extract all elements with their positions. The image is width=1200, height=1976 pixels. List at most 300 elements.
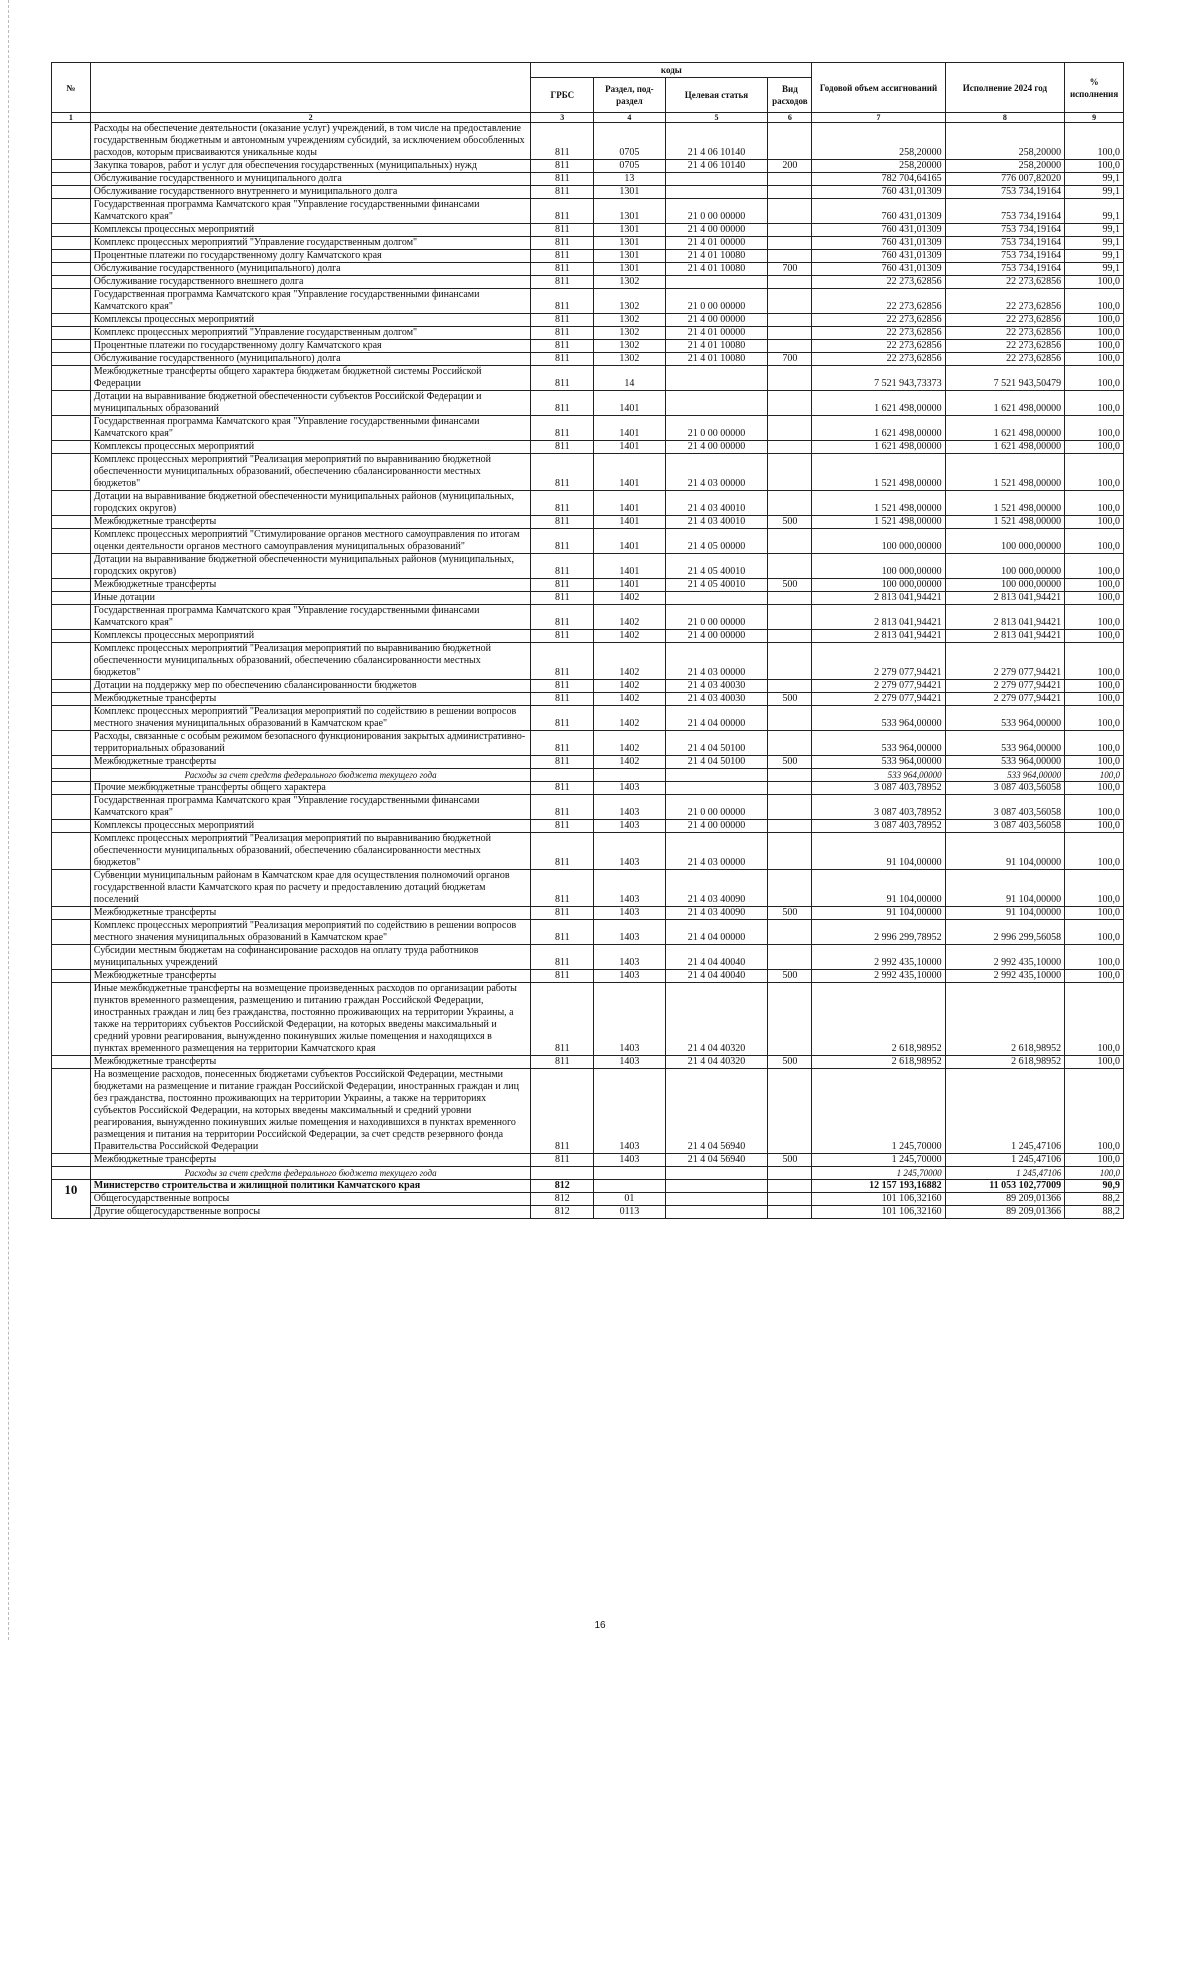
razdel-cell: 0705	[594, 160, 665, 173]
expense-name-cell: Межбюджетные трансферты	[90, 516, 531, 529]
vid-cell: 500	[768, 970, 812, 983]
exec-amount-cell: 22 273,62856	[945, 353, 1065, 366]
vid-cell: 500	[768, 756, 812, 769]
annual-amount-cell: 2 992 435,10000	[812, 945, 945, 970]
vid-cell	[768, 706, 812, 731]
annual-amount-cell: 91 104,00000	[812, 907, 945, 920]
table-row	[52, 250, 1124, 263]
vid-cell	[768, 795, 812, 820]
grbs-cell: 811	[531, 1069, 594, 1154]
header-column-numbers	[52, 113, 1124, 123]
colnum: 6	[768, 113, 812, 123]
csr-cell: 21 4 06 10140	[665, 123, 768, 160]
row-number-cell	[52, 416, 91, 441]
row-number-cell	[52, 820, 91, 833]
header-no: №	[52, 63, 91, 113]
table-row	[52, 186, 1124, 199]
row-number-cell	[52, 441, 91, 454]
razdel-cell: 1403	[594, 870, 665, 907]
expense-name-cell: Обслуживание государственного (муниципального) долга	[90, 353, 531, 366]
table-row	[52, 630, 1124, 643]
csr-cell: 21 4 04 00000	[665, 706, 768, 731]
expense-name-cell: Государственная программа Камчатского края "Управление государственными финансами Камчатского края"	[90, 605, 531, 630]
percent-cell: 100,0	[1065, 160, 1124, 173]
csr-cell: 21 4 01 10080	[665, 263, 768, 276]
vid-cell: 500	[768, 1154, 812, 1167]
percent-cell: 100,0	[1065, 920, 1124, 945]
razdel-cell: 1402	[594, 592, 665, 605]
annual-amount-cell: 101 106,32160	[812, 1206, 945, 1219]
razdel-cell: 1302	[594, 276, 665, 289]
table-row	[52, 731, 1124, 756]
razdel-cell: 1401	[594, 579, 665, 592]
table-row	[52, 970, 1124, 983]
csr-cell: 21 0 00 00000	[665, 289, 768, 314]
percent-cell: 100,0	[1065, 1167, 1124, 1180]
csr-cell: 21 4 03 00000	[665, 454, 768, 491]
annual-amount-cell: 782 704,64165	[812, 173, 945, 186]
percent-cell: 100,0	[1065, 1069, 1124, 1154]
annual-amount-cell: 2 813 041,94421	[812, 592, 945, 605]
row-number-cell	[52, 353, 91, 366]
razdel-cell: 1402	[594, 630, 665, 643]
colnum: 5	[665, 113, 768, 123]
vid-cell: 700	[768, 353, 812, 366]
razdel-cell: 1403	[594, 970, 665, 983]
percent-cell: 100,0	[1065, 314, 1124, 327]
table-row	[52, 1069, 1124, 1154]
csr-cell: 21 4 04 40040	[665, 970, 768, 983]
table-row	[52, 123, 1124, 160]
razdel-cell: 1403	[594, 782, 665, 795]
grbs-cell: 811	[531, 250, 594, 263]
row-number-cell	[52, 983, 91, 1056]
grbs-cell: 812	[531, 1206, 594, 1219]
razdel-cell: 1403	[594, 983, 665, 1056]
exec-amount-cell: 3 087 403,56058	[945, 795, 1065, 820]
exec-amount-cell: 753 734,19164	[945, 224, 1065, 237]
annual-amount-cell: 760 431,01309	[812, 224, 945, 237]
grbs-cell: 811	[531, 529, 594, 554]
razdel-cell: 1403	[594, 795, 665, 820]
annual-amount-cell: 22 273,62856	[812, 289, 945, 314]
razdel-cell: 1401	[594, 441, 665, 454]
table-row	[52, 160, 1124, 173]
annual-amount-cell: 2 279 077,94421	[812, 693, 945, 706]
expense-name-cell: Межбюджетные трансферты	[90, 1154, 531, 1167]
grbs-cell: 811	[531, 945, 594, 970]
percent-cell: 100,0	[1065, 391, 1124, 416]
percent-cell: 100,0	[1065, 366, 1124, 391]
percent-cell: 100,0	[1065, 706, 1124, 731]
grbs-cell: 811	[531, 731, 594, 756]
razdel-cell: 1403	[594, 945, 665, 970]
grbs-cell: 811	[531, 554, 594, 579]
grbs-cell: 811	[531, 327, 594, 340]
grbs-cell: 812	[531, 1180, 594, 1193]
csr-cell: 21 4 03 40090	[665, 870, 768, 907]
annual-amount-cell: 22 273,62856	[812, 340, 945, 353]
percent-cell: 100,0	[1065, 1056, 1124, 1069]
annual-amount-cell: 7 521 943,73373	[812, 366, 945, 391]
percent-cell: 100,0	[1065, 630, 1124, 643]
vid-cell	[768, 1069, 812, 1154]
csr-cell: 21 4 01 10080	[665, 250, 768, 263]
vid-cell	[768, 782, 812, 795]
razdel-cell: 1401	[594, 416, 665, 441]
razdel-cell: 1302	[594, 340, 665, 353]
exec-amount-cell: 2 992 435,10000	[945, 945, 1065, 970]
csr-cell: 21 0 00 00000	[665, 416, 768, 441]
grbs-cell: 811	[531, 706, 594, 731]
vid-cell	[768, 454, 812, 491]
table-row	[52, 340, 1124, 353]
grbs-cell: 811	[531, 870, 594, 907]
exec-amount-cell: 1 621 498,00000	[945, 416, 1065, 441]
expense-name-cell: Обслуживание государственного (муниципального) долга	[90, 263, 531, 276]
budget-execution-table	[51, 62, 1124, 1219]
percent-cell: 99,1	[1065, 199, 1124, 224]
exec-amount-cell: 22 273,62856	[945, 340, 1065, 353]
vid-cell	[768, 983, 812, 1056]
grbs-cell: 811	[531, 391, 594, 416]
exec-amount-cell: 100 000,00000	[945, 554, 1065, 579]
row-number-cell	[52, 454, 91, 491]
grbs-cell: 811	[531, 224, 594, 237]
header-pct: % исполнения	[1065, 63, 1124, 113]
grbs-cell: 811	[531, 1154, 594, 1167]
razdel-cell: 1301	[594, 263, 665, 276]
annual-amount-cell: 3 087 403,78952	[812, 820, 945, 833]
table-row	[52, 756, 1124, 769]
razdel-cell: 1402	[594, 731, 665, 756]
percent-cell: 100,0	[1065, 491, 1124, 516]
annual-amount-cell: 2 813 041,94421	[812, 605, 945, 630]
row-number-cell	[52, 680, 91, 693]
table-row	[52, 1180, 1124, 1193]
exec-amount-cell: 3 087 403,56058	[945, 782, 1065, 795]
table-body	[52, 123, 1124, 1219]
expense-name-cell: Расходы за счет средств федерального бюджета текущего года	[90, 1167, 531, 1180]
expense-name-cell: Государственная программа Камчатского края "Управление государственными финансами Камчатского края"	[90, 795, 531, 820]
csr-cell: 21 4 04 50100	[665, 731, 768, 756]
vid-cell	[768, 1206, 812, 1219]
grbs-cell: 811	[531, 630, 594, 643]
table-row	[52, 353, 1124, 366]
annual-amount-cell: 100 000,00000	[812, 554, 945, 579]
vid-cell	[768, 237, 812, 250]
expense-name-cell: Дотации на выравнивание бюджетной обеспеченности субъектов Российской Федерации и муниципальных образований	[90, 391, 531, 416]
expense-name-cell: Комплекс процессных мероприятий "Управление государственным долгом"	[90, 327, 531, 340]
row-number-cell	[52, 769, 91, 782]
vid-cell	[768, 289, 812, 314]
grbs-cell: 811	[531, 756, 594, 769]
razdel-cell: 0113	[594, 1206, 665, 1219]
csr-cell: 21 4 04 56940	[665, 1069, 768, 1154]
row-number-cell	[52, 173, 91, 186]
row-number-cell	[52, 250, 91, 263]
csr-cell: 21 4 03 00000	[665, 833, 768, 870]
grbs-cell: 811	[531, 970, 594, 983]
exec-amount-cell: 258,20000	[945, 123, 1065, 160]
exec-amount-cell: 89 209,01366	[945, 1206, 1065, 1219]
vid-cell	[768, 224, 812, 237]
grbs-cell: 811	[531, 454, 594, 491]
csr-cell: 21 4 04 00000	[665, 920, 768, 945]
header-exec: Исполнение 2024 год	[945, 63, 1065, 113]
percent-cell: 100,0	[1065, 353, 1124, 366]
annual-amount-cell: 3 087 403,78952	[812, 795, 945, 820]
annual-amount-cell: 2 618,98952	[812, 983, 945, 1056]
row-number-cell	[52, 314, 91, 327]
percent-cell: 100,0	[1065, 441, 1124, 454]
annual-amount-cell: 2 992 435,10000	[812, 970, 945, 983]
grbs-cell: 811	[531, 795, 594, 820]
csr-cell: 21 4 01 00000	[665, 237, 768, 250]
table-row	[52, 391, 1124, 416]
vid-cell	[768, 123, 812, 160]
expense-name-cell: Комплексы процессных мероприятий	[90, 441, 531, 454]
exec-amount-cell: 1 621 498,00000	[945, 391, 1065, 416]
row-number-cell	[52, 276, 91, 289]
row-number-cell	[52, 516, 91, 529]
razdel-cell	[594, 1167, 665, 1180]
expense-name-cell: Комплекс процессных мероприятий "Реализация мероприятий по выравниванию бюджетной обеспеченности муниципальных образований, обеспечению сбалансированности местных бюджетов"	[90, 643, 531, 680]
table-row	[52, 276, 1124, 289]
csr-cell: 21 4 05 00000	[665, 529, 768, 554]
exec-amount-cell: 2 279 077,94421	[945, 643, 1065, 680]
csr-cell: 21 4 05 40010	[665, 579, 768, 592]
csr-cell	[665, 366, 768, 391]
annual-amount-cell: 2 996 299,78952	[812, 920, 945, 945]
expense-name-cell: Иные дотации	[90, 592, 531, 605]
razdel-cell: 1301	[594, 250, 665, 263]
budget-report-page	[51, 62, 1124, 1219]
percent-cell: 100,0	[1065, 680, 1124, 693]
row-number-cell	[52, 970, 91, 983]
annual-amount-cell: 91 104,00000	[812, 870, 945, 907]
percent-cell: 100,0	[1065, 454, 1124, 491]
expense-name-cell: Субвенции муниципальным районам в Камчатском крае для осуществления полномочий органов государственной власти Камчатского края по расчету и предоставлению дотаций бюджетам поселений	[90, 870, 531, 907]
percent-cell: 100,0	[1065, 907, 1124, 920]
expense-name-cell: Дотации на выравнивание бюджетной обеспеченности муниципальных районов (муниципальных, городских округов)	[90, 491, 531, 516]
annual-amount-cell: 22 273,62856	[812, 327, 945, 340]
grbs-cell: 811	[531, 416, 594, 441]
exec-amount-cell: 22 273,62856	[945, 327, 1065, 340]
vid-cell: 500	[768, 1056, 812, 1069]
row-number-cell	[52, 907, 91, 920]
annual-amount-cell: 101 106,32160	[812, 1193, 945, 1206]
exec-amount-cell: 258,20000	[945, 160, 1065, 173]
expense-name-cell: Комплекс процессных мероприятий "Стимулирование органов местного самоуправления по итогам оценки деятельности органов местного самоуправления муниципальных образований"	[90, 529, 531, 554]
table-row	[52, 454, 1124, 491]
grbs-cell: 811	[531, 693, 594, 706]
vid-cell	[768, 1193, 812, 1206]
exec-amount-cell: 89 209,01366	[945, 1193, 1065, 1206]
row-number-cell	[52, 160, 91, 173]
percent-cell: 100,0	[1065, 516, 1124, 529]
table-row	[52, 579, 1124, 592]
exec-amount-cell: 533 964,00000	[945, 731, 1065, 756]
table-row	[52, 945, 1124, 970]
percent-cell: 100,0	[1065, 782, 1124, 795]
grbs-cell: 811	[531, 263, 594, 276]
table-row	[52, 1056, 1124, 1069]
exec-amount-cell: 2 996 299,56058	[945, 920, 1065, 945]
exec-amount-cell: 2 618,98952	[945, 1056, 1065, 1069]
row-number-cell	[52, 920, 91, 945]
grbs-cell: 811	[531, 907, 594, 920]
header-csr: Целевая статья	[665, 78, 768, 113]
vid-cell	[768, 199, 812, 224]
row-number-cell: 10	[52, 1180, 91, 1219]
row-number-cell	[52, 782, 91, 795]
csr-cell: 21 4 01 10080	[665, 340, 768, 353]
annual-amount-cell: 1 245,70000	[812, 1167, 945, 1180]
row-number-cell	[52, 630, 91, 643]
vid-cell	[768, 630, 812, 643]
vid-cell	[768, 529, 812, 554]
vid-cell	[768, 173, 812, 186]
row-number-cell	[52, 870, 91, 907]
vid-cell: 200	[768, 160, 812, 173]
expense-name-cell: Государственная программа Камчатского края "Управление государственными финансами Камчатского края"	[90, 289, 531, 314]
grbs-cell: 811	[531, 680, 594, 693]
razdel-cell: 1401	[594, 554, 665, 579]
vid-cell: 500	[768, 693, 812, 706]
razdel-cell: 1401	[594, 516, 665, 529]
vid-cell	[768, 833, 812, 870]
grbs-cell: 811	[531, 314, 594, 327]
table-row	[52, 199, 1124, 224]
vid-cell	[768, 366, 812, 391]
annual-amount-cell: 1 621 498,00000	[812, 416, 945, 441]
annual-amount-cell: 2 618,98952	[812, 1056, 945, 1069]
grbs-cell: 811	[531, 237, 594, 250]
exec-amount-cell: 2 813 041,94421	[945, 592, 1065, 605]
expense-name-cell: Закупка товаров, работ и услуг для обеспечения государственных (муниципальных) нужд	[90, 160, 531, 173]
row-number-cell	[52, 237, 91, 250]
percent-cell: 100,0	[1065, 643, 1124, 680]
expense-name-cell: Комплекс процессных мероприятий "Управление государственным долгом"	[90, 237, 531, 250]
expense-name-cell: На возмещение расходов, понесенных бюджетами субъектов Российской Федерации, местными бюджетами на размещение и питание граждан Российской Федерации, иностранных граждан и лиц без гражданства, постоянно проживающих на территории Украины, а также на территориях субъектов Российской Федерации, на которых введены максимальный и средний уровни реагирования, вынужденно покинувших жилые помещения и находившихся в пунктах временного размещения и питания на территории Российской Федерации, за счет средств резервного фонда Правительства Российской Федерации	[90, 1069, 531, 1154]
expense-name-cell: Дотации на поддержку мер по обеспечению сбалансированности бюджетов	[90, 680, 531, 693]
annual-amount-cell: 533 964,00000	[812, 706, 945, 731]
table-row	[52, 441, 1124, 454]
annual-amount-cell: 760 431,01309	[812, 250, 945, 263]
exec-amount-cell: 1 521 498,00000	[945, 491, 1065, 516]
annual-amount-cell: 2 813 041,94421	[812, 630, 945, 643]
vid-cell	[768, 731, 812, 756]
exec-amount-cell: 753 734,19164	[945, 250, 1065, 263]
table-row	[52, 529, 1124, 554]
grbs-cell: 811	[531, 366, 594, 391]
percent-cell: 100,0	[1065, 554, 1124, 579]
annual-amount-cell: 1 621 498,00000	[812, 441, 945, 454]
csr-cell	[665, 1180, 768, 1193]
header-codes: коды	[531, 63, 812, 78]
exec-amount-cell: 753 734,19164	[945, 237, 1065, 250]
table-row	[52, 1154, 1124, 1167]
vid-cell	[768, 1167, 812, 1180]
percent-cell: 88,2	[1065, 1193, 1124, 1206]
row-number-cell	[52, 491, 91, 516]
row-number-cell	[52, 186, 91, 199]
table-row	[52, 1206, 1124, 1219]
table-row	[52, 920, 1124, 945]
csr-cell	[665, 173, 768, 186]
vid-cell	[768, 416, 812, 441]
table-row	[52, 693, 1124, 706]
vid-cell	[768, 327, 812, 340]
csr-cell: 21 4 03 40010	[665, 516, 768, 529]
expense-name-cell: Комплексы процессных мероприятий	[90, 630, 531, 643]
csr-cell	[665, 782, 768, 795]
annual-amount-cell: 760 431,01309	[812, 237, 945, 250]
percent-cell: 100,0	[1065, 123, 1124, 160]
exec-amount-cell: 753 734,19164	[945, 263, 1065, 276]
annual-amount-cell: 12 157 193,16882	[812, 1180, 945, 1193]
table-row	[52, 366, 1124, 391]
grbs-cell	[531, 769, 594, 782]
razdel-cell: 13	[594, 173, 665, 186]
expense-name-cell: Комплексы процессных мероприятий	[90, 820, 531, 833]
exec-amount-cell: 100 000,00000	[945, 529, 1065, 554]
exec-amount-cell: 2 813 041,94421	[945, 605, 1065, 630]
exec-amount-cell: 22 273,62856	[945, 289, 1065, 314]
exec-amount-cell: 22 273,62856	[945, 314, 1065, 327]
exec-amount-cell: 1 621 498,00000	[945, 441, 1065, 454]
annual-amount-cell: 2 279 077,94421	[812, 680, 945, 693]
vid-cell	[768, 680, 812, 693]
vid-cell	[768, 769, 812, 782]
expense-name-cell: Расходы на обеспечение деятельности (оказание услуг) учреждений, в том числе на предоставление государственным бюджетным и автономным учреждениям субсидий, за исключением обособленных расходов, которым присваиваются уникальные коды	[90, 123, 531, 160]
expense-name-cell: Комплекс процессных мероприятий "Реализация мероприятий по содействию в решении вопросов местного значения муниципальных образований в Камчатском крае"	[90, 706, 531, 731]
row-number-cell	[52, 706, 91, 731]
vid-cell: 500	[768, 516, 812, 529]
vid-cell	[768, 945, 812, 970]
csr-cell: 21 4 04 56940	[665, 1154, 768, 1167]
razdel-cell: 1302	[594, 327, 665, 340]
scan-edge-line	[8, 0, 10, 1640]
colnum: 7	[812, 113, 945, 123]
header-name	[90, 63, 531, 113]
percent-cell: 100,0	[1065, 731, 1124, 756]
csr-cell: 21 4 04 50100	[665, 756, 768, 769]
razdel-cell: 1401	[594, 491, 665, 516]
csr-cell	[665, 391, 768, 416]
table-row	[52, 1193, 1124, 1206]
row-number-cell	[52, 366, 91, 391]
grbs-cell: 811	[531, 186, 594, 199]
percent-cell: 100,0	[1065, 1154, 1124, 1167]
grbs-cell: 812	[531, 1193, 594, 1206]
exec-amount-cell: 91 104,00000	[945, 870, 1065, 907]
row-number-cell	[52, 833, 91, 870]
csr-cell: 21 4 03 40030	[665, 693, 768, 706]
colnum: 2	[90, 113, 531, 123]
table-row	[52, 237, 1124, 250]
grbs-cell: 811	[531, 516, 594, 529]
annual-amount-cell: 1 521 498,00000	[812, 491, 945, 516]
vid-cell	[768, 340, 812, 353]
percent-cell: 99,1	[1065, 173, 1124, 186]
expense-name-cell: Иные межбюджетные трансферты на возмещение произведенных расходов по организации работы пунктов временного размещения, размещению и питанию граждан Российской Федерации, иностранных граждан и лиц без гражданства, постоянно проживающих на территории Украины, а также на территориях субъектов Российской Федерации, на которых введены максимальный и средний уровни реагирования, вынужденно покинувших жилые помещения и находящихся в пунктах временного размещения на территории Камчатского края	[90, 983, 531, 1056]
grbs-cell: 811	[531, 199, 594, 224]
vid-cell	[768, 870, 812, 907]
annual-amount-cell: 22 273,62856	[812, 353, 945, 366]
vid-cell	[768, 186, 812, 199]
